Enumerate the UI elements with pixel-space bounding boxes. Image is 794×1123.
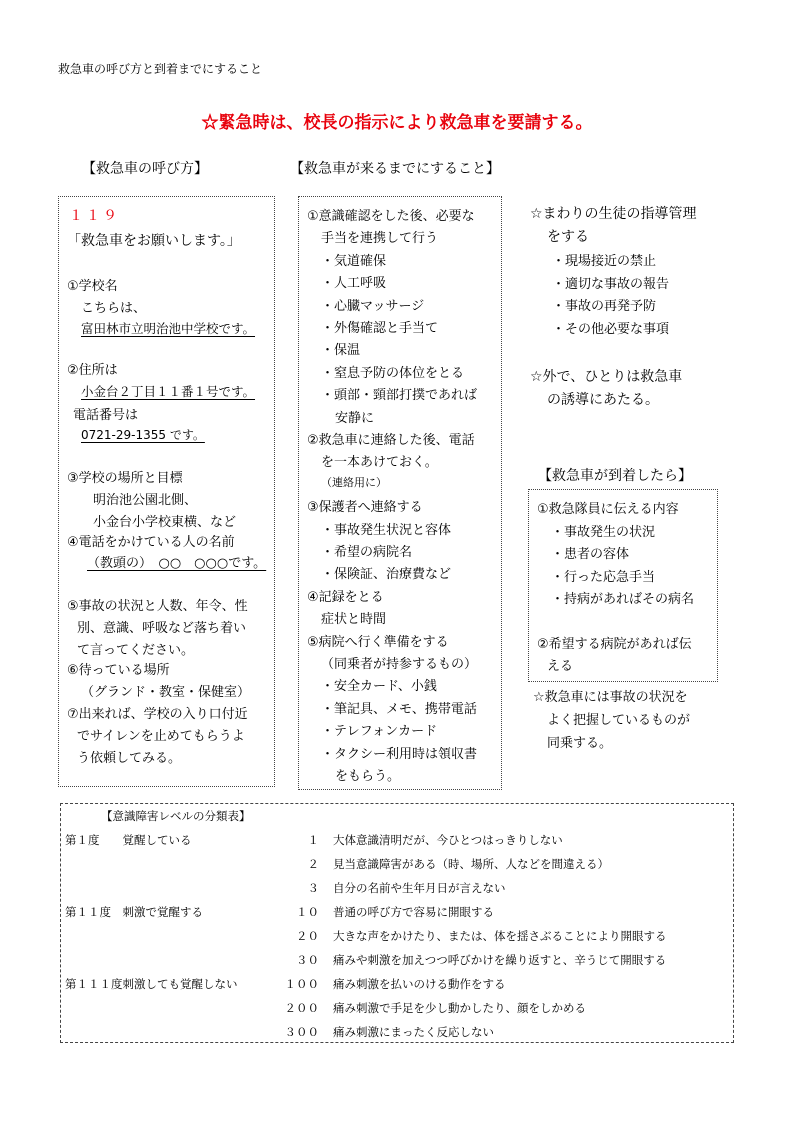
before-arrival-line: ②救急車に連絡した後、電話: [307, 433, 475, 448]
guidance-2: をする: [547, 229, 589, 245]
before-arrival-line: ・事故発生状況と容体: [321, 522, 452, 538]
document-title: 救急車の呼び方と到着までにすること: [58, 62, 263, 76]
before-arrival-line: ・頭部・頸部打撲であれば: [321, 388, 478, 404]
situation-3: て言ってください。: [77, 643, 195, 658]
after-arrival-line: ・患者の容体: [551, 547, 630, 562]
waiting-place: （グランド・教室・保健室）: [81, 685, 251, 700]
caller-label: ④電話をかけている人の名前: [67, 535, 235, 550]
level-description: 痛み刺激で手足を少し動かしたり、顔をしかめる: [333, 1001, 586, 1015]
address: 小金台２丁目１１番１号です。: [81, 384, 256, 399]
before-arrival-line: ・タクシー利用時は領収書: [321, 746, 478, 762]
landmark-2: 小金台小学校東横、など: [93, 515, 237, 530]
situation-2: 別、意識、呼吸など落ち着い: [77, 621, 247, 636]
address-label: ②住所は: [67, 363, 118, 378]
guidance-item: ・事故の再発予防: [552, 299, 657, 314]
headline: ☆緊急時は、校長の指示により救急車を要請する。: [201, 113, 593, 133]
before-arrival-line: ④記録をとる: [307, 589, 384, 605]
header-after-arrival: 【救急車が到着したら】: [538, 468, 692, 484]
before-arrival-line: ・外傷確認と手当て: [321, 321, 439, 336]
before-arrival-line: ⑤病院へ行く準備をする: [307, 634, 449, 650]
after-arrival-line: ・持病があればその病名: [551, 592, 695, 607]
before-arrival-line: ・気道確保: [321, 253, 387, 269]
level-number: １: [307, 833, 319, 847]
level-description: 普通の呼び方で容易に開眼する: [333, 905, 494, 919]
outside-1: ☆外で、ひとりは救急車: [530, 369, 683, 385]
level-number: １０: [296, 905, 319, 919]
before-arrival-line: ③保護者へ連絡する: [307, 500, 423, 516]
before-arrival-line: ・保険証、治療費など: [321, 567, 452, 583]
ride-3: 同乗する。: [547, 736, 613, 751]
before-arrival-line: ・安全カード、小銭: [321, 679, 437, 695]
guidance-1: ☆まわりの生徒の指導管理: [530, 206, 697, 222]
siren-2: でサイレンを止めてもらうよ: [77, 729, 245, 744]
siren-3: う依頼してみる。: [77, 751, 182, 766]
level-number: ３００: [284, 1025, 319, 1039]
school-name: 富田林市立明治池中学校です。: [81, 321, 256, 336]
before-arrival-line: 症状と時間: [321, 612, 387, 628]
after-arrival-line: ・行った応急手当: [551, 570, 656, 585]
before-arrival-line: ・筆記具、メモ、携帯電話: [321, 701, 477, 717]
after-arrival-line: える: [547, 659, 574, 674]
before-arrival-line: ・テレフォンカード: [321, 724, 438, 740]
after-arrival-line: ①救急隊員に伝える内容: [537, 502, 679, 517]
caller-name: （教頭の） ○○ ○○○です。: [87, 556, 267, 571]
level-number: ３０: [296, 953, 319, 967]
before-arrival-line: ・窒息予防の体位をとる: [321, 365, 465, 381]
before-arrival-line: ・希望の病院名: [321, 545, 413, 560]
guidance-item: ・適切な事故の報告: [552, 277, 670, 292]
level-group-label: 第１１１度刺激しても覚醒しない: [65, 977, 238, 991]
before-arrival-line: （同乗者が持参するもの）: [321, 657, 478, 672]
level-number: ３: [307, 881, 319, 895]
before-arrival-line: ・人工呼吸: [321, 276, 387, 292]
after-arrival-box: [528, 489, 718, 682]
level-number: ２０: [296, 929, 319, 943]
before-arrival-line: ①意識確認をした後、必要な: [307, 209, 475, 224]
landmark-label: ③学校の場所と目標: [67, 471, 183, 486]
level-description: 大きな声をかけたり、または、体を揺さぶることにより開眼する: [333, 929, 667, 943]
after-arrival-line: ・事故発生の状況: [551, 525, 656, 540]
level-description: 痛み刺激にまったく反応しない: [333, 1025, 494, 1039]
phone-label: 電話番号は: [73, 408, 139, 423]
before-arrival-line: （連絡用に）: [321, 475, 387, 489]
before-arrival-line: を一本あけておく。: [321, 455, 438, 471]
phone-number: 0721-29-1355 です。: [81, 428, 205, 442]
level-description: 痛み刺激を払いのける動作をする: [333, 977, 506, 991]
before-arrival-line: ・心臓マッサージ: [321, 298, 425, 314]
level-group-label: 第１度 覚醒している: [65, 833, 192, 847]
school-intro: こちらは、: [81, 301, 147, 316]
ride-2: よく把握しているものが: [547, 713, 691, 728]
outside-2: の誘導にあたる。: [547, 392, 659, 408]
ride-1: ☆救急車には事故の状況を: [533, 690, 688, 705]
consciousness-level-table: [60, 803, 734, 1043]
after-arrival-line: ②希望する病院があれば伝: [537, 637, 692, 652]
level-number: １００: [284, 977, 319, 991]
before-arrival-line: ・保温: [321, 343, 361, 359]
guidance-item: ・現場接近の禁止: [552, 254, 657, 269]
before-arrival-line: 安静に: [335, 410, 375, 426]
waiting-label: ⑥待っている場所: [67, 663, 170, 678]
emergency-number: １１９: [69, 208, 120, 224]
level-description: 見当意識障害がある（時、場所、人などを間違える）: [333, 857, 609, 871]
before-arrival-line: 手当を連携して行う: [321, 231, 439, 247]
level-number: ２: [307, 857, 319, 871]
guidance-item: ・その他必要な事項: [552, 322, 670, 337]
level-description: 痛みや刺激を加えつつ呼びかけを繰り返すと、辛うじて開眼する: [333, 953, 667, 967]
level-description: 自分の名前や生年月日が言えない: [333, 881, 506, 895]
header-call: 【救急車の呼び方】: [82, 161, 208, 177]
school-label: ①学校名: [67, 279, 118, 294]
call-request: 「救急車をお願いします。」: [67, 233, 241, 249]
before-arrival-box: [298, 196, 502, 790]
call-box: [58, 196, 275, 787]
landmark-1: 明治池公園北側、: [93, 493, 198, 508]
before-arrival-line: をもらう。: [335, 769, 401, 784]
level-group-label: 第１１度 刺激で覚醒する: [65, 905, 203, 919]
table-title: 【意識障害レベルの分類表】: [101, 809, 251, 823]
level-description: 大体意識清明だが、今ひとつはっきりしない: [333, 833, 563, 847]
header-before-arrival: 【救急車が来るまでにすること】: [290, 161, 500, 177]
level-number: ２００: [284, 1001, 319, 1015]
siren-1: ⑦出来れば、学校の入り口付近: [67, 707, 248, 722]
situation-1: ⑤事故の状況と人数、年令、性: [67, 599, 248, 614]
